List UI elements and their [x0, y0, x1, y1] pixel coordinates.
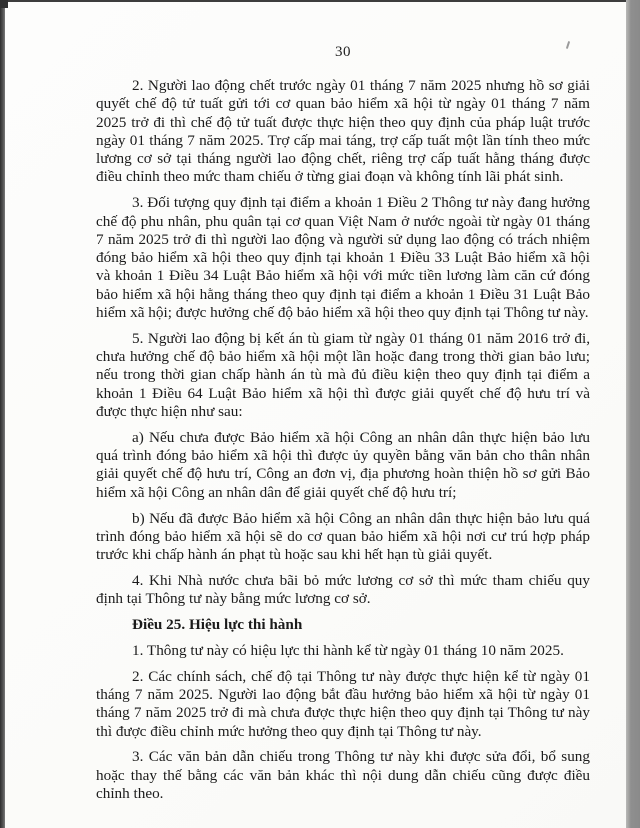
paragraph-clause-4: 4. Khi Nhà nước chưa bãi bỏ mức lương cơ sở thì mức tham chiếu quy định tại Thông tư này bằng mức lương cơ sở. [96, 571, 590, 608]
paragraph-effect-clause-1: 1. Thông tư này có hiệu lực thi hành kể từ ngày 01 tháng 10 năm 2025. [132, 641, 564, 659]
paragraph-effect-clause-3: 3. Các văn bản dẫn chiếu trong Thông tư này khi được sửa đổi, bổ sung hoặc thay thế bằng các văn bản khác thì nội dung dẫn chiếu cũng được điều chỉnh theo. [96, 748, 590, 802]
paragraph-point-b: b) Nếu đã được Bảo hiểm xã hội Công an nhân dân thực hiện bảo lưu quá trình đóng bảo hiểm xã hội sẽ do cơ quan bảo hiểm xã hội nơi cư trú hợp pháp trước khi chấp hành án phạt tù hoặc sau khi hết hạn tù giải quyết. [96, 509, 590, 564]
paragraph-clause-2: 2. Người lao động chết trước ngày 01 tháng 7 năm 2025 nhưng hồ sơ giải quyết chế độ tử tuất gửi tới cơ quan bảo hiểm xã hội từ ngày 01 tháng 7 năm 2025 trở đi thì chế độ tử tuất được thực hiện theo quy định của pháp luật trước ngày 01 tháng 7 năm 2025. Trợ cấp mai táng, trợ cấp tuất một lần tính theo mức lương cơ sở tại tháng người lao động chết, riêng trợ cấp tuất hằng tháng được điều chỉnh theo mức tham chiếu ở từng giai đoạn và không tính lãi phát sinh. [96, 77, 590, 186]
page-content [96, 44, 590, 811]
paragraph-point-a: a) Nếu chưa được Bảo hiểm xã hội Công an nhân dân thực hiện bảo lưu quá trình đóng bảo hiểm xã hội thì được ủy quyền bằng văn bản cho thân nhân giải quyết chế độ hưu trí, Công an đơn vị, địa phương hoàn thiện hồ sơ gửi Bảo hiểm xã hội Công an nhân dân để giải quyết chế độ hưu trí; [96, 428, 590, 501]
article-25-heading: Điều 25. Hiệu lực thi hành [132, 616, 303, 634]
scan-corner-top-left [0, 0, 8, 8]
scan-edge-right [626, 0, 640, 828]
scan-edge-top [0, 0, 640, 2]
scan-edge-left [0, 0, 5, 828]
paragraph-clause-5: 5. Người lao động bị kết án tù giam từ ngày 01 tháng 01 năm 2016 trở đi, chưa hưởng chế độ bảo hiểm xã hội một lần hoặc đang trong thời gian bảo lưu; nếu trong thời gian chấp hành án tù mà đủ điều kiện theo quy định tại điểm a khoản 1 Điều 64 Luật Bảo hiểm xã hội thì được giải quyết chế độ hưu trí và được thực hiện như sau: [96, 329, 590, 421]
paragraph-effect-clause-2: 2. Các chính sách, chế độ tại Thông tư này được thực hiện kể từ ngày 01 tháng 7 năm 2025. Người lao động bắt đầu hưởng bảo hiểm xã hội từ ngày 01 tháng 7 năm 2025 trở đi mà chưa được thực hiện theo quy định tại Thông tư này thì được điều chỉnh mức hưởng theo quy định tại Thông tư này. [96, 667, 590, 740]
page-number: 30 [335, 44, 351, 60]
paragraph-clause-3: 3. Đối tượng quy định tại điểm a khoản 1 Điều 2 Thông tư này đang hưởng chế độ phu nhân, phu quân tại cơ quan Việt Nam ở nước ngoài từ ngày 01 tháng 7 năm 2025 trở đi thì người lao động và người sử dụng lao động có trách nhiệm đóng bảo hiểm xã hội theo quy định tại khoản 1 Điều 33 Luật Bảo hiểm xã hội và khoản 1 Điều 34 Luật Bảo hiểm xã hội với mức tiền lương làm căn cứ đóng bảo hiểm xã hội hằng tháng theo quy định tại điểm a khoản 1 Điều 31 Luật Bảo hiểm xã hội; được hưởng chế độ bảo hiểm xã hội theo quy định tại Thông tư này. [96, 194, 590, 322]
